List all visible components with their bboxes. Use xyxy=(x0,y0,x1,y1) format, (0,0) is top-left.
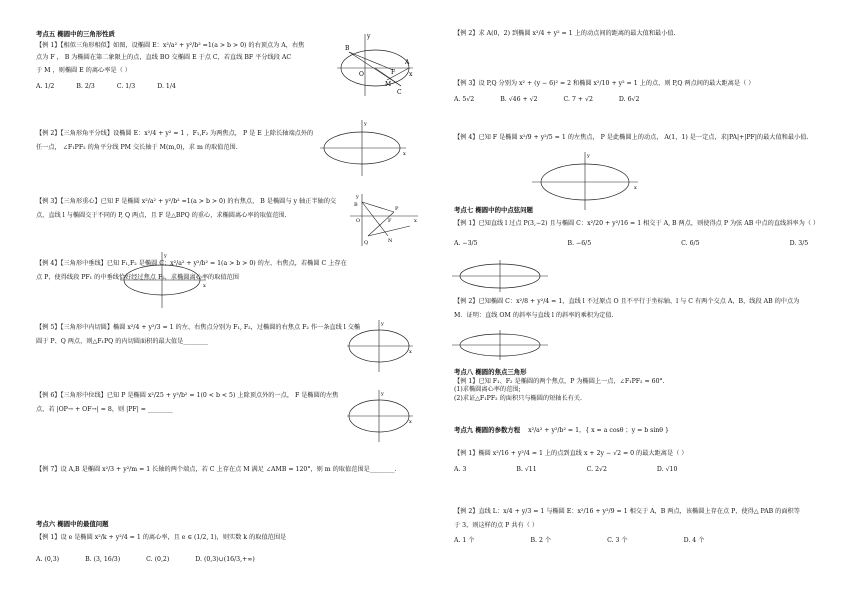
s6-example-1 xyxy=(36,534,416,565)
s6-ex3-line1: 【例 3】设 P,Q 分别为 x² + (y − 6)² = 2 和椭圆 x²/10 + y² = 1 上的点，则 P,Q 两点间的最大距离是（ ） xyxy=(454,80,755,87)
s6-example-3 xyxy=(454,80,834,105)
ellipse-figure-6 xyxy=(345,388,415,444)
s7-ex2-line1: 【例 2】已知椭圆 C：x²/8 + y²/4 = 1，直线 l 不过原点 O 且不平行于坐标轴，l 与 C 有两个交点 A，B，线段 AB 的中点为 xyxy=(454,298,800,305)
section-6-title: 考点六 椭圆中的最值问题 xyxy=(36,520,109,528)
s5-ex2-line2: 任一点， ∠F₁PF₂ 的角平分线 PM 交长轴于 M(m,0)，求 m 的取值范围. xyxy=(36,144,238,152)
fig2-axis-y: y xyxy=(364,121,367,127)
fig5-axis-x: x xyxy=(409,349,412,355)
s7-example-2 xyxy=(454,298,854,321)
s7-ex1-line1: 【例 1】已知直线 l 过点 P(3,−2) 且与椭圆 C：x²/20 + y²/16 = 1 相交于 A, B 两点，则使得点 P 为弦 AB 中点的直线斜率为（ ） xyxy=(454,220,820,227)
fig1-label-m: M xyxy=(385,81,392,88)
option-a: A. 1/2 xyxy=(36,83,55,91)
fig3-label-x: x xyxy=(414,218,417,224)
option-d: D. √10 xyxy=(656,466,678,474)
fig1-label-y: y xyxy=(367,33,371,40)
option-c: C. 2√2 xyxy=(586,466,607,474)
option-d: D. 1/4 xyxy=(157,83,176,91)
fig3-label-f: F xyxy=(388,218,392,224)
s5-example-2 xyxy=(36,130,336,153)
option-a: A. 1 个 xyxy=(454,536,475,544)
s5-ex4-line1: 【例 4】【三角形中垂线】已知 F₁,F₂ 是椭圆 C：x²/a² + y²/b² = 1(a > b > 0) 的左、右焦点，若椭圆 C 上存在 xyxy=(36,260,347,267)
option-a: A. (0,3) xyxy=(36,556,60,564)
option-d: D. 6√2 xyxy=(618,96,640,104)
option-c: C. 3 个 xyxy=(607,536,628,544)
s9-ex1-options xyxy=(454,466,844,474)
s5-example-5 xyxy=(36,324,361,347)
s7-example-1 xyxy=(454,220,844,249)
s7-ex2-line2: M．证明：直线 OM 的斜率与直线 l 的斜率的乘积为定值. xyxy=(454,312,614,320)
section-8-title: 考点八 椭圆的焦点三角形 xyxy=(454,368,527,376)
s5-ex1-options xyxy=(36,83,356,91)
fig3-label-o: O xyxy=(356,218,361,224)
s5-ex6-line2: 点，若 |OP→ + OF→| = 8，则 |PF| = ________ xyxy=(36,406,173,414)
option-b: B. 2/3 xyxy=(76,83,95,91)
s6-ex3-options xyxy=(454,96,834,104)
option-a: A. −3/5 xyxy=(454,240,478,248)
option-b: B. 2 个 xyxy=(530,536,552,544)
s9-ex2-line2: 于 3，则这样的点 P 共有（ ） xyxy=(454,522,539,530)
fig1-label-c: C xyxy=(397,89,402,96)
s5-ex1-line1: 【例 1】【相似三角形相似】如图，设椭圆 E：x²/a² + y²/b² =1(a > b > 0) 的右顶点为 A，右焦 xyxy=(36,42,305,49)
fig3-label-y: y xyxy=(356,194,359,200)
option-c: C. 1/3 xyxy=(116,83,136,91)
option-a: A. 5√2 xyxy=(454,96,475,104)
fig6-axis-y: y xyxy=(381,391,384,397)
s7-ex1-options xyxy=(454,240,844,248)
fig4-axis-y: y xyxy=(164,253,167,259)
fig7-axis-x: x xyxy=(634,185,637,191)
option-c: C. 6/5 xyxy=(681,240,700,248)
option-b: B. √11 xyxy=(516,466,537,474)
fig1-label-b: B xyxy=(345,45,350,52)
ellipse-figure-1 xyxy=(335,30,415,100)
fig3-label-n: N xyxy=(388,238,393,244)
s8-ex1-line2: (1)求椭圆离心率的范围; xyxy=(454,386,521,394)
s5-ex3-line1: 【例 3】【三角形重心】已知 F 是椭圆 x²/a² + y²/b² =1(a > b > 0) 的右焦点， B 是椭圆与 y 轴正半轴的交 xyxy=(36,198,337,205)
s5-ex3-line2: 点，直线 l 与椭圆交于不同的 P, Q 两点，且 F 是△BPQ 的重心，求椭圆离心率的取值范围. xyxy=(36,212,287,220)
s6-ex2-line1: 【例 2】求 A(0，2) 到椭圆 x²/4 + y² = 1 上的动点间的距离的最大值和最小值. xyxy=(454,30,676,37)
s9-example-2 xyxy=(454,508,854,545)
s5-ex5-line2: 圆于 P、Q 两点，则△F₁PQ 的内切圆面积的最大值是________ xyxy=(36,338,209,346)
fig1-label-o: O xyxy=(359,71,364,78)
s6-ex1-options xyxy=(36,556,416,564)
s9-example-1 xyxy=(454,450,844,475)
s5-example-1 xyxy=(36,42,356,91)
s5-ex2-line1: 【例 2】【三角形角平分线】设椭圆 E：x²/4 + y² = 1 ，F₁,F₂ 为两焦点， P 是 E 上除长轴端点外的 xyxy=(36,130,314,137)
fig7-axis-y: y xyxy=(587,153,590,159)
section-9-header xyxy=(454,426,834,435)
fig1-label-a: A xyxy=(405,59,410,66)
s8-ex1-line1: 【例 1】已知 F₁、F₂ 是椭圆的两个焦点，P 为椭圆上一点，∠F₁PF₂ = 60°. xyxy=(454,378,665,385)
section-7-title: 考点七 椭圆中的中点弦问题 xyxy=(454,206,533,214)
ellipse-figure-8 xyxy=(450,258,550,294)
fig1-label-f: F xyxy=(391,69,396,76)
s5-ex1-line3: 于 M ，则椭圆 E 的离心率是（ ） xyxy=(36,66,131,74)
s6-example-4 xyxy=(454,134,834,142)
ellipse-figure-2 xyxy=(318,118,408,178)
s5-example-3 xyxy=(36,198,346,221)
option-d: D. (0,3)∪(16/3,+∞) xyxy=(195,556,255,564)
s6-ex1-line1: 【例 1】设 e 是椭圆 x²/k + y²/4 = 1 的离心率，且 e ∈ (1/2, 1)，则实数 k 的取值范围是 xyxy=(36,534,287,541)
option-b: B. −6/5 xyxy=(567,240,592,248)
ellipse-figure-4 xyxy=(118,250,208,310)
option-c: C. 7 + √2 xyxy=(563,96,593,104)
fig1-label-x: x xyxy=(409,71,413,78)
fig3-label-q: Q xyxy=(364,240,369,246)
option-d: D. 4 个 xyxy=(683,536,705,544)
fig3-label-b: B xyxy=(354,202,358,208)
fig5-axis-y: y xyxy=(381,321,384,327)
ellipse-figure-7 xyxy=(530,150,640,212)
parametric-formula: x²/a² + y²/b² = 1，{ x = a cosθ ；y = b sinθ } xyxy=(528,427,669,434)
section-5-title: 考点五 椭圆中的三角形性质 xyxy=(36,30,115,38)
s8-ex1-line3: (2)求证△F₁PF₂ 的面积只与椭圆的短轴长有关. xyxy=(454,394,582,402)
option-a: A. 3 xyxy=(454,466,467,474)
fig2-axis-x: x xyxy=(403,151,406,157)
section-9-title: 考点九 椭圆的参数方程 xyxy=(454,426,521,434)
s5-example-7 xyxy=(36,466,416,474)
ellipse-figure-5 xyxy=(345,318,415,374)
fig4-axis-x: x xyxy=(203,283,206,289)
s9-ex2-line1: 【例 2】直线 L：x/4 + y/3 = 1 与椭圆 E：x²/16 + y²/9 = 1 相交于 A，B 两点，该椭圆上存在点 P，使得△ PAB 的面积等 xyxy=(454,508,800,515)
s5-ex4-line2: 点 P，使得线段 PF₁ 的中垂线恰好经过焦点 F₂，求椭圆离心率的取值范围 xyxy=(36,274,239,282)
s5-ex5-line1: 【例 5】【三角形中内切圆】椭圆 x²/4 + y²/3 = 1 的左、右焦点分别为 F₁, F₂，过椭圆的右焦点 F₂ 作一条直线 l 交椭 xyxy=(36,324,361,331)
s9-ex1-line1: 【例 1】椭圆 x²/16 + y²/4 = 1 上的点到直线 x + 2y − √2 = 0 的最大距离是（ ） xyxy=(454,450,688,457)
s6-example-2 xyxy=(454,30,834,38)
right-column xyxy=(430,0,860,608)
s5-example-6 xyxy=(36,392,346,415)
fig6-axis-x: x xyxy=(409,419,412,425)
ellipse-figure-9 xyxy=(450,328,550,362)
option-c: C. (0,2) xyxy=(146,556,170,564)
ellipse-figure-3 xyxy=(348,192,420,248)
s9-ex2-options xyxy=(454,537,854,545)
fig3-label-p: P xyxy=(395,206,399,212)
s6-ex4-line1: 【例 4】已知 F 是椭圆 x²/9 + y²/5 = 1 的左焦点， P 是此椭圆上的动点， A(1，1) 是一定点，求|PA|+|PF|的最大值和最小值. xyxy=(454,134,809,141)
s5-ex1-line2: 点为 F ， B 为椭圆在第二象限上的点，直线 BO 交椭圆 E 于点 C，若直线 BF 平分线段 AC xyxy=(36,54,292,62)
s8-example-1 xyxy=(454,378,834,403)
option-d: D. 3/5 xyxy=(789,240,809,248)
option-b: B. √46 + √2 xyxy=(500,96,538,104)
s5-ex6-line1: 【例 6】【三角形中位线】已知 P 是椭圆 x²/25 + y²/b² = 1(0 < b < 5) 上除顶点外的一点， F 是椭圆的左焦 xyxy=(36,392,339,399)
option-b: B. (3, 16/3) xyxy=(85,556,121,564)
s5-ex7-line1: 【例 7】设 A,B 是椭圆 x²/3 + y²/m = 1 长轴的两个端点，若 C 上存在点 M 满足 ∠AMB = 120°，则 m 的取值范围是________. xyxy=(36,466,397,473)
